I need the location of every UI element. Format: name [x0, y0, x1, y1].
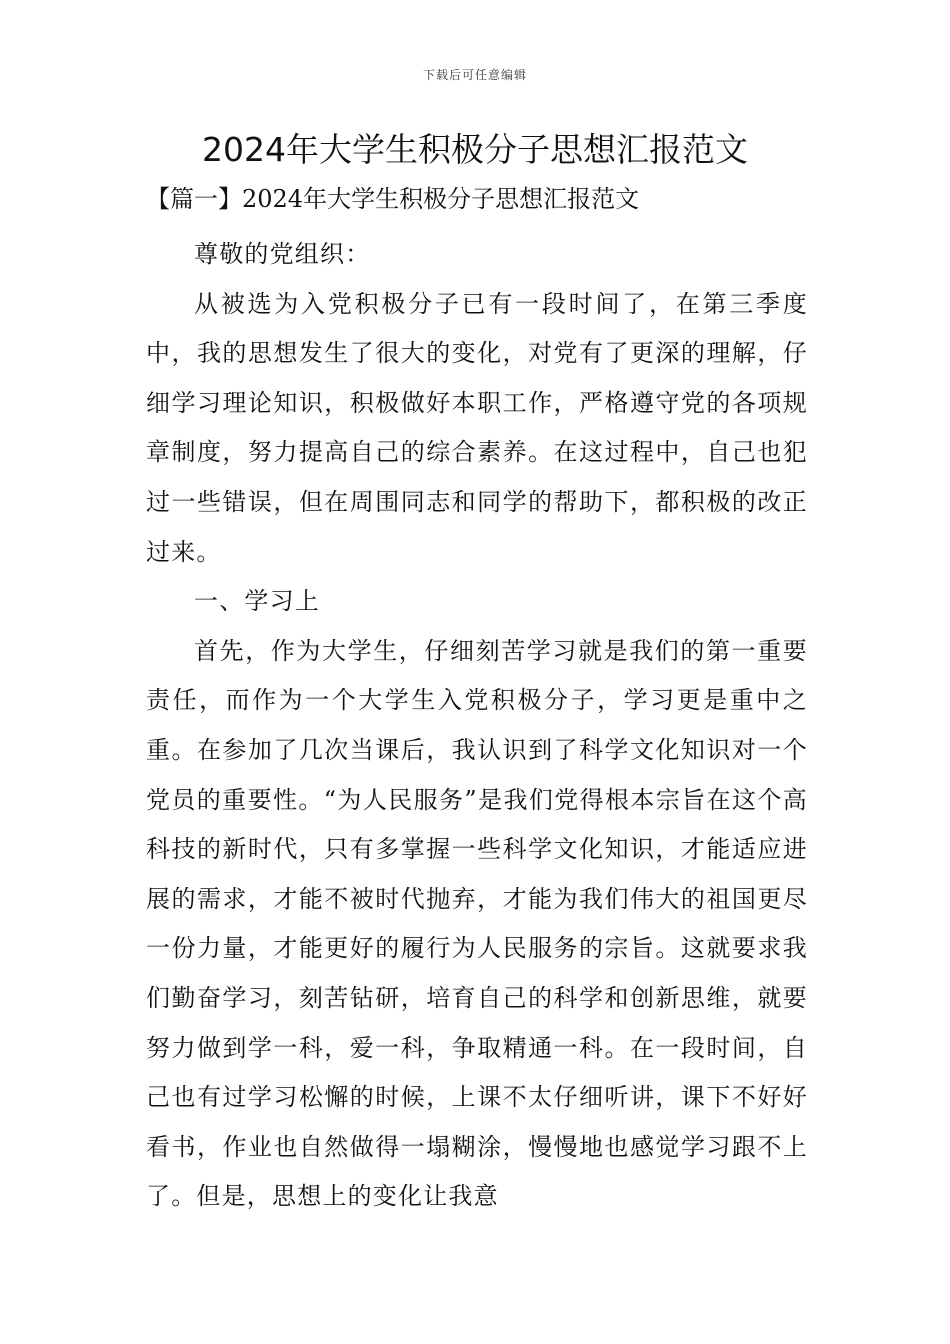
section-heading: 一、学习上 [194, 587, 320, 616]
header-note: 下载后可任意编辑 [422, 68, 527, 82]
document-body [146, 230, 808, 1222]
body-paragraph: 从被选为入党积极分子已有一段时间了，在第三季度中，我的思想发生了很大的变化，对党有了更深的理解，仔细学习理论知识，积极做好本职工作，严格遵守党的各项规章制度，努力提高自己的综合素养。在这过程中，自己也犯过一些错误，但在周围同志和同学的帮助下，都积极的改正过来。 [146, 289, 808, 566]
salutation: 尊敬的党组织： [194, 240, 371, 268]
body-paragraph: 首先，作为大学生，仔细刻苦学习就是我们的第一重要责任，而作为一个大学生入党积极分子，学习更是重中之重。在参加了几次当课后，我认识到了科学文化知识对一个党员的重要性。“为人民服务”是我们党得根本宗旨在这个高科技的新时代，只有多掌握一些科学文化知识，才能适应进展的需求，才能不被时代抛弃，才能为我们伟大的祖国更尽一份力量，才能更好的履行为人民服务的宗旨。这就要求我们勤奋学习，刻苦钻研，培育自己的科学和创新思维，就要努力做到学一科，爱一科，争取精通一科。在一段时间，自己也有过学习松懈的时候，上课不太仔细听讲，课下不好好看书，作业也自然做得一塌糊涂，慢慢地也感觉学习跟不上了。但是，思想上的变化让我意 [146, 636, 808, 1211]
section-subtitle: 【篇一】2024年大学生积极分子思想汇报范文 [146, 185, 640, 213]
document-title: 2024年大学生积极分子思想汇报范文 [202, 130, 748, 169]
